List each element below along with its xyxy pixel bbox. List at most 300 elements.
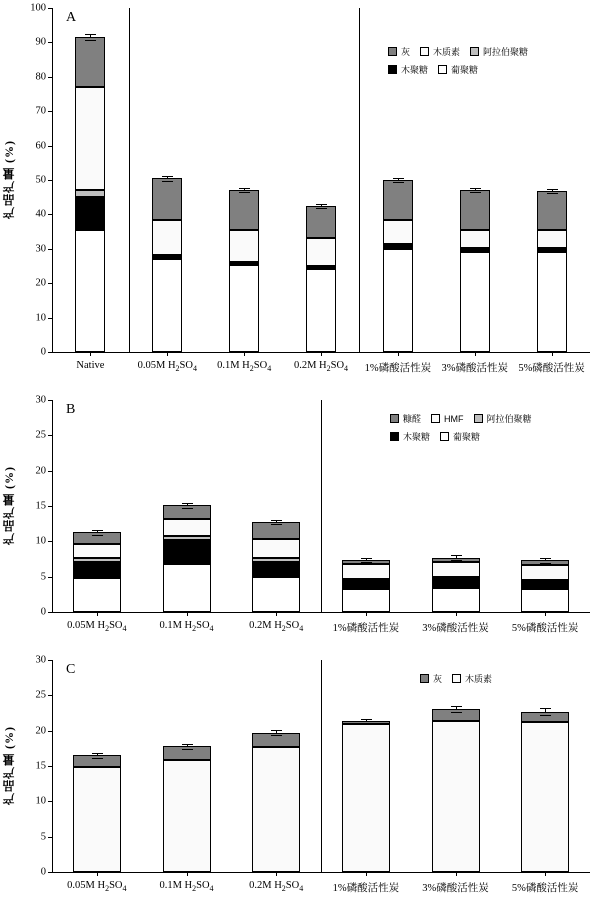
- bar-segment: [432, 577, 480, 579]
- y-tick: [48, 471, 52, 472]
- legend-label: 葡聚糖: [451, 65, 479, 75]
- bar-segment: [163, 536, 211, 540]
- bar-segment: [73, 544, 121, 558]
- x-category-label: 0.05M $H_2SO_4$: [67, 880, 127, 894]
- legend-swatch: [431, 414, 440, 423]
- error-bar: [276, 730, 277, 732]
- bar-segment: [460, 248, 490, 250]
- bar-b-4: [342, 400, 390, 612]
- bar-segment: [460, 190, 490, 230]
- bar-segment: [152, 178, 182, 219]
- x-tick: [366, 872, 367, 876]
- y-tick: [48, 111, 52, 112]
- bar-segment: [163, 760, 211, 872]
- y-axis: [52, 8, 53, 352]
- bar-segment: [75, 197, 105, 230]
- panel-letter: B: [66, 402, 76, 417]
- x-category-label: 1%磷酸活性炭: [332, 883, 400, 894]
- bar-segment: [342, 579, 390, 581]
- error-bar-cap: [540, 558, 551, 559]
- legend-swatch: [420, 674, 429, 683]
- bar-segment: [152, 256, 182, 259]
- bar-segment: [73, 562, 121, 578]
- y-tick: [48, 435, 52, 436]
- bar-segment: [521, 589, 569, 612]
- y-axis-label: 产品产量 (%): [2, 466, 16, 546]
- bar-segment: [342, 721, 390, 724]
- bar-c-2: [163, 660, 211, 872]
- x-tick: [244, 352, 245, 356]
- y-tick: [48, 249, 52, 250]
- y-tick-label: 0: [40, 606, 46, 618]
- bar-segment: [521, 560, 569, 565]
- bar-segment: [537, 248, 567, 250]
- legend-item: [420, 672, 442, 685]
- bar-segment: [73, 532, 121, 544]
- error-bar: [244, 188, 245, 190]
- error-bar-cap: [162, 176, 173, 177]
- bar-segment: [229, 230, 259, 262]
- x-category-label: 0.05M $H_2SO_4$: [67, 620, 127, 634]
- bar-a-2: [152, 8, 182, 352]
- legend-label: 阿拉伯聚糖: [486, 414, 532, 424]
- group-divider: [359, 8, 360, 352]
- bar-segment: [229, 263, 259, 265]
- bar-segment: [432, 721, 480, 872]
- x-category-label: 0.1M $H_2SO_4$: [159, 620, 214, 634]
- legend-item: [440, 430, 480, 443]
- x-axis: [52, 352, 590, 353]
- bar-segment: [306, 267, 336, 269]
- bar-segment: [342, 589, 390, 612]
- y-tick-label: 90: [35, 36, 46, 48]
- bar-segment: [75, 37, 105, 87]
- x-category-label: 0.2M $H_2SO_4$: [249, 880, 304, 894]
- error-bar: [97, 530, 98, 532]
- error-bar: [552, 189, 553, 191]
- y-tick-label: 25: [35, 429, 46, 441]
- error-bar-cap: [470, 192, 481, 193]
- y-tick: [48, 872, 52, 873]
- x-category-label: 0.1M $H_2SO_4$: [217, 360, 272, 374]
- legend-row: [390, 412, 542, 425]
- legend: [388, 45, 538, 81]
- legend-swatch: [388, 65, 397, 74]
- y-tick-label: 10: [35, 312, 46, 324]
- y-tick-label: 20: [35, 465, 46, 477]
- bar-a-7: [537, 8, 567, 352]
- y-tick-label: 10: [35, 535, 46, 547]
- x-category-label: 5%磷酸活性炭: [518, 363, 585, 374]
- legend-item: [388, 63, 428, 76]
- x-category-label: 0.2M $H_2SO_4$: [293, 360, 349, 374]
- x-category-label: 3%磷酸活性炭: [441, 363, 508, 374]
- bar-segment: [432, 588, 480, 612]
- legend-swatch: [388, 47, 397, 56]
- error-bar-cap: [162, 181, 173, 182]
- y-tick-label: 5: [40, 571, 46, 583]
- y-tick: [48, 352, 52, 353]
- bar-segment: [521, 580, 569, 582]
- y-tick: [48, 695, 52, 696]
- legend: [390, 412, 542, 448]
- legend-item: [390, 412, 421, 425]
- y-axis: [52, 400, 53, 612]
- bar-segment: [460, 252, 490, 352]
- y-tick-label: 25: [35, 689, 46, 701]
- bar-segment: [152, 220, 182, 255]
- bar-segment: [252, 577, 300, 612]
- error-bar-cap: [470, 188, 481, 189]
- bar-b-6: [521, 400, 569, 612]
- bar-segment: [537, 252, 567, 352]
- bar-c-1: [73, 660, 121, 872]
- bar-segment: [537, 249, 567, 252]
- y-tick: [48, 283, 52, 284]
- bar-segment: [252, 733, 300, 747]
- legend-swatch: [420, 47, 429, 56]
- error-bar: [187, 503, 188, 505]
- y-tick: [48, 837, 52, 838]
- x-tick: [398, 352, 399, 356]
- y-tick-label: 100: [30, 2, 46, 14]
- y-tick: [48, 146, 52, 147]
- bar-a-1: [75, 8, 105, 352]
- bar-segment: [306, 266, 336, 268]
- x-tick: [97, 872, 98, 876]
- y-tick-label: 0: [40, 346, 46, 358]
- bar-segment: [306, 269, 336, 352]
- error-bar-cap: [92, 530, 103, 531]
- error-bar: [321, 204, 322, 206]
- bar-segment: [73, 755, 121, 767]
- bar-segment: [73, 558, 121, 562]
- y-tick: [48, 801, 52, 802]
- legend-label: 木聚糖: [403, 432, 431, 442]
- bar-segment: [460, 249, 490, 252]
- error-bar-cap: [547, 193, 558, 194]
- y-tick: [48, 42, 52, 43]
- legend-swatch: [390, 432, 399, 441]
- x-tick: [187, 612, 188, 616]
- error-bar-cap: [271, 735, 282, 736]
- y-tick-label: 30: [35, 654, 46, 666]
- error-bar-cap: [182, 744, 193, 745]
- error-bar: [97, 753, 98, 755]
- legend-label: HMF: [444, 413, 464, 424]
- x-tick: [321, 352, 322, 356]
- legend-swatch: [390, 414, 399, 423]
- bar-b-2: [163, 400, 211, 612]
- y-tick-label: 15: [35, 760, 46, 772]
- legend-swatch: [474, 414, 483, 423]
- bar-segment: [252, 562, 300, 577]
- bar-segment: [432, 562, 480, 578]
- bar-segment: [342, 581, 390, 589]
- bar-a-4: [306, 8, 336, 352]
- error-bar-cap: [182, 508, 193, 509]
- error-bar-cap: [547, 189, 558, 190]
- bar-segment: [521, 582, 569, 589]
- error-bar-cap: [393, 178, 404, 179]
- bar-segment: [306, 206, 336, 239]
- y-tick-label: 60: [35, 140, 46, 152]
- bar-segment: [432, 579, 480, 587]
- y-tick-label: 5: [40, 831, 46, 843]
- bar-b-3: [252, 400, 300, 612]
- bar-b-5: [432, 400, 480, 612]
- bar-segment: [537, 230, 567, 249]
- y-tick-label: 40: [35, 208, 46, 220]
- error-bar-cap: [361, 562, 372, 563]
- bar-segment: [163, 505, 211, 518]
- error-bar: [456, 706, 457, 709]
- legend-label: 阿拉伯聚糖: [483, 47, 529, 57]
- bar-segment: [460, 230, 490, 249]
- x-category-label: 5%磷酸活性炭: [511, 883, 579, 894]
- error-bar-cap: [182, 503, 193, 504]
- error-bar-cap: [540, 563, 551, 564]
- bar-segment: [163, 564, 211, 612]
- error-bar-cap: [92, 758, 103, 759]
- legend-row: [388, 45, 538, 58]
- group-divider: [321, 400, 322, 612]
- y-tick-label: 70: [35, 105, 46, 117]
- bar-segment: [432, 558, 480, 562]
- y-tick-label: 20: [35, 277, 46, 289]
- x-axis: [52, 612, 590, 613]
- legend-item: [431, 414, 464, 424]
- bar-segment: [342, 560, 390, 564]
- x-category-label: Native: [76, 360, 105, 371]
- group-divider: [321, 660, 322, 872]
- x-tick: [456, 612, 457, 616]
- y-axis: [52, 660, 53, 872]
- x-tick: [187, 872, 188, 876]
- error-bar-cap: [451, 560, 462, 561]
- legend-item: [452, 672, 492, 685]
- error-bar-cap: [271, 520, 282, 521]
- error-bar-cap: [92, 753, 103, 754]
- bar-segment: [229, 265, 259, 352]
- legend-label: 葡聚糖: [453, 432, 481, 442]
- bar-b-1: [73, 400, 121, 612]
- y-tick: [48, 77, 52, 78]
- bar-segment: [75, 190, 105, 197]
- bar-segment: [252, 522, 300, 539]
- bar-segment: [383, 220, 413, 245]
- x-tick: [366, 612, 367, 616]
- x-category-label: 3%磷酸活性炭: [422, 623, 489, 634]
- bar-segment: [306, 238, 336, 266]
- error-bar-cap: [451, 706, 462, 707]
- y-tick-label: 20: [35, 725, 46, 737]
- error-bar: [167, 176, 168, 178]
- y-tick-label: 50: [35, 174, 46, 186]
- y-tick-label: 0: [40, 866, 46, 878]
- error-bar-cap: [393, 182, 404, 183]
- bar-segment: [163, 746, 211, 759]
- bar-c-6: [521, 660, 569, 872]
- error-bar: [366, 719, 367, 722]
- bar-a-5: [383, 8, 413, 352]
- error-bar: [90, 34, 91, 37]
- bar-segment: [163, 540, 211, 564]
- error-bar: [366, 558, 367, 560]
- legend-item: [438, 63, 478, 76]
- bar-segment: [342, 724, 390, 872]
- x-category-label: 0.2M $H_2SO_4$: [249, 620, 304, 634]
- error-bar-cap: [361, 558, 372, 559]
- bar-c-3: [252, 660, 300, 872]
- error-bar-cap: [182, 749, 193, 750]
- error-bar-cap: [85, 34, 96, 35]
- legend-item: [388, 45, 410, 58]
- error-bar-cap: [239, 188, 250, 189]
- legend-swatch: [438, 65, 447, 74]
- legend-label: 灰: [401, 47, 411, 57]
- legend-swatch: [470, 47, 479, 56]
- x-tick: [552, 352, 553, 356]
- x-tick: [545, 872, 546, 876]
- y-tick: [48, 180, 52, 181]
- group-divider: [129, 8, 130, 352]
- bar-segment: [383, 245, 413, 248]
- error-bar-cap: [361, 719, 372, 720]
- y-tick-label: 30: [35, 394, 46, 406]
- x-category-label: 5%磷酸活性炭: [511, 623, 579, 634]
- legend-swatch: [440, 432, 449, 441]
- legend-label: 木聚糖: [401, 65, 429, 75]
- legend: [420, 672, 502, 690]
- bar-segment: [75, 87, 105, 190]
- legend-row: [390, 430, 542, 443]
- x-tick: [545, 612, 546, 616]
- x-tick: [276, 612, 277, 616]
- error-bar: [276, 520, 277, 522]
- y-tick: [48, 577, 52, 578]
- y-tick: [48, 318, 52, 319]
- bar-segment: [229, 190, 259, 230]
- error-bar-cap: [361, 724, 372, 725]
- legend-item: [474, 412, 532, 425]
- bar-c-4: [342, 660, 390, 872]
- y-tick: [48, 612, 52, 613]
- legend-item: [420, 45, 460, 58]
- x-category-label: 0.1M $H_2SO_4$: [159, 880, 214, 894]
- legend-label: 灰: [433, 674, 443, 684]
- error-bar: [545, 558, 546, 560]
- legend-row: [420, 672, 502, 685]
- bar-segment: [383, 180, 413, 220]
- x-tick: [276, 872, 277, 876]
- x-tick: [90, 352, 91, 356]
- error-bar-cap: [451, 712, 462, 713]
- bar-segment: [252, 539, 300, 558]
- x-tick: [456, 872, 457, 876]
- bar-segment: [342, 564, 390, 579]
- legend-item: [390, 430, 430, 443]
- y-axis-label: 产品产量 (%): [2, 726, 16, 806]
- bar-segment: [152, 259, 182, 352]
- error-bar-cap: [540, 715, 551, 716]
- bar-c-5: [432, 660, 480, 872]
- y-tick: [48, 731, 52, 732]
- error-bar-cap: [239, 192, 250, 193]
- y-tick: [48, 506, 52, 507]
- y-tick: [48, 660, 52, 661]
- y-tick: [48, 400, 52, 401]
- y-tick: [48, 766, 52, 767]
- error-bar-cap: [271, 524, 282, 525]
- bar-segment: [152, 255, 182, 257]
- error-bar-cap: [92, 535, 103, 536]
- x-axis: [52, 872, 590, 873]
- x-category-label: 1%磷酸活性炭: [332, 623, 400, 634]
- error-bar: [187, 744, 188, 746]
- y-tick-label: 30: [35, 243, 46, 255]
- x-category-label: 1%磷酸活性炭: [364, 363, 432, 374]
- y-tick-label: 15: [35, 500, 46, 512]
- legend-label: 木质素: [433, 47, 461, 57]
- bar-segment: [163, 519, 211, 536]
- legend-label: 木质素: [465, 674, 493, 684]
- x-tick: [167, 352, 168, 356]
- bar-segment: [252, 747, 300, 872]
- bar-segment: [229, 262, 259, 264]
- y-tick-label: 80: [35, 71, 46, 83]
- bar-segment: [383, 249, 413, 352]
- legend-row: [388, 63, 538, 76]
- y-tick: [48, 8, 52, 9]
- y-axis-label: 产品产量 (%): [2, 140, 16, 220]
- bar-segment: [73, 767, 121, 872]
- x-category-label: 3%磷酸活性炭: [422, 883, 489, 894]
- error-bar-cap: [316, 204, 327, 205]
- x-category-label: 0.05M $H_2SO_4$: [137, 360, 197, 374]
- bar-segment: [75, 230, 105, 352]
- error-bar-cap: [271, 730, 282, 731]
- panel-letter: A: [66, 10, 77, 25]
- error-bar-cap: [316, 208, 327, 209]
- legend-label: 糠醛: [403, 414, 422, 424]
- error-bar: [398, 178, 399, 180]
- error-bar: [456, 555, 457, 557]
- error-bar-cap: [85, 40, 96, 41]
- bar-segment: [432, 709, 480, 722]
- bar-segment: [73, 578, 121, 612]
- legend-swatch: [452, 674, 461, 683]
- bar-segment: [537, 191, 567, 230]
- panel-letter: C: [66, 662, 76, 677]
- legend-item: [470, 45, 528, 58]
- error-bar: [475, 188, 476, 190]
- bar-segment: [521, 565, 569, 580]
- y-tick-label: 10: [35, 795, 46, 807]
- error-bar-cap: [540, 708, 551, 709]
- y-tick: [48, 214, 52, 215]
- bar-segment: [521, 712, 569, 723]
- bar-segment: [252, 558, 300, 562]
- bar-a-6: [460, 8, 490, 352]
- bar-segment: [383, 244, 413, 246]
- x-tick: [97, 612, 98, 616]
- error-bar: [545, 708, 546, 711]
- error-bar-cap: [451, 555, 462, 556]
- y-tick: [48, 541, 52, 542]
- bar-a-3: [229, 8, 259, 352]
- bar-segment: [521, 722, 569, 872]
